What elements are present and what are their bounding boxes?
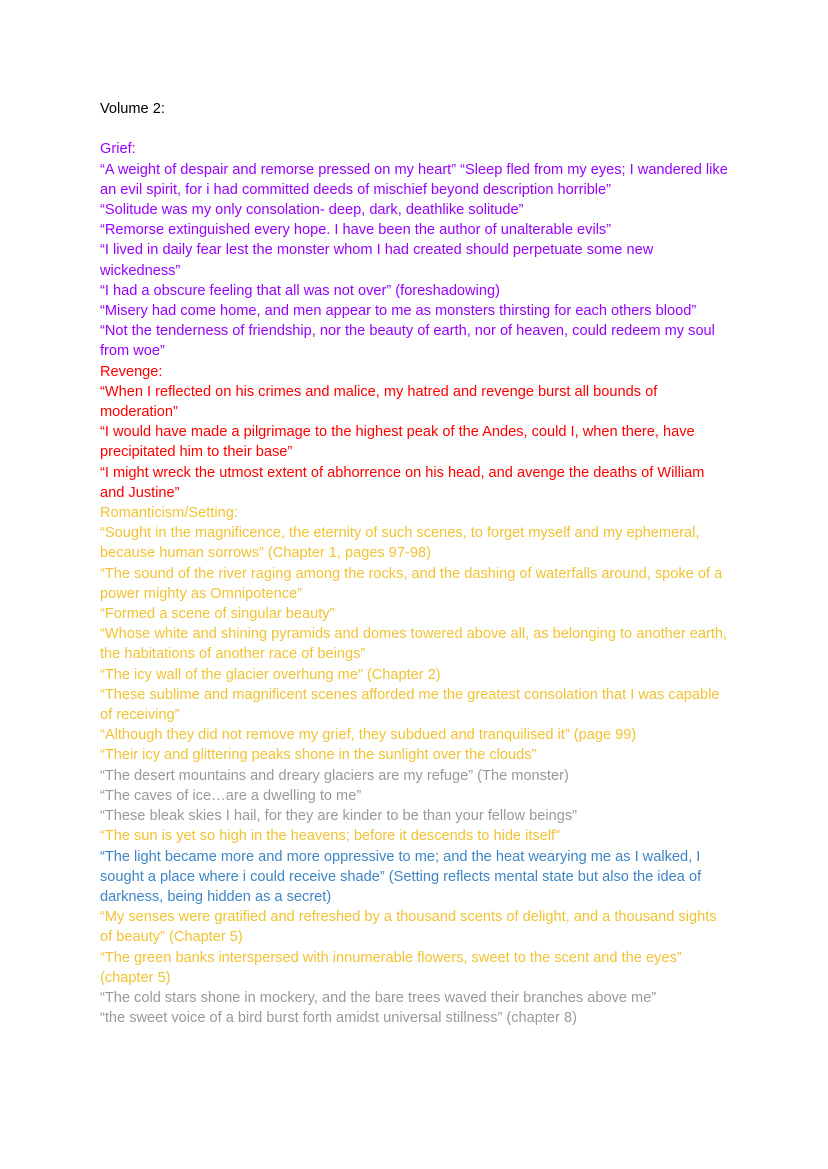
quote-line: “Whose white and shining pyramids and domes towered above all, as belonging to another earth, the habitations of another race of beings” <box>100 626 728 663</box>
document-body <box>100 99 730 1028</box>
quote-line: “These bleak skies I hail, for they are kinder to be than your fellow beings” <box>100 808 577 825</box>
quote-line: “Misery had come home, and men appear to me as monsters thirsting for each others blood” <box>100 303 697 320</box>
quote-line: “Their icy and glittering peaks shone in the sunlight over the clouds” <box>100 747 537 764</box>
quote-line: “Solitude was my only consolation- deep, dark, deathlike solitude” <box>100 202 524 218</box>
quote-line: “These sublime and magnificent scenes afforded me the greatest consolation that I was capable of receiving” <box>100 686 720 724</box>
quote-line: “The desert mountains and dreary glaciers are my refuge” (The monster) <box>100 767 569 784</box>
quote-line: “Although they did not remove my grief, they subdued and tranquilised it” (page 99) <box>100 727 637 744</box>
section-heading: Revenge: <box>100 363 163 380</box>
quote-line: “The light became more and more oppressive to me; and the heat wearying me as I walked, I sought a place where i could receive shade” (Setting reflects mental state but also the idea of darkness, being hidden as a secret) <box>100 848 702 905</box>
quote-line: “The cold stars shone in mockery, and the bare trees waved their branches above me” <box>100 989 657 1006</box>
volume-heading: Volume 2: <box>100 101 165 117</box>
section-heading: Romanticism/Setting: <box>100 505 238 522</box>
quote-line: “Formed a scene of singular beauty” <box>100 606 335 623</box>
quote-line: “the sweet voice of a bird burst forth amidst universal stillness” (chapter 8) <box>100 1010 577 1027</box>
quote-line: “The icy wall of the glacier overhung me” (Chapter 2) <box>100 666 441 683</box>
quote-line: “I would have made a pilgrimage to the highest peak of the Andes, could I, when there, have precipitated him to their base” <box>100 424 695 461</box>
quote-line: “The green banks interspersed with innumerable flowers, sweet to the scent and the eyes” (chapter 5) <box>100 949 682 986</box>
quote-line: “The sun is yet so high in the heavens; before it descends to hide itself” <box>100 828 560 845</box>
quote-line: “Sought in the magnificence, the eternity of such scenes, to forget myself and my ephemeral, because human sorrows” (Chapter 1, pages 97-98) <box>100 525 700 562</box>
quote-line: “Not the tenderness of friendship, nor the beauty of earth, nor of heaven, could redeem my soul from woe” <box>100 323 715 360</box>
section-heading: Grief: <box>100 141 136 158</box>
quote-line: “I had a obscure feeling that all was not over” (foreshadowing) <box>100 282 500 299</box>
quote-list <box>100 139 730 1028</box>
quote-line: “The sound of the river raging among the rocks, and the dashing of waterfalls around, spoke of a power mighty as Omnipotence” <box>100 565 723 602</box>
quote-line: “I lived in daily fear lest the monster whom I had created should perpetuate some new wickedness” <box>100 242 654 279</box>
quote-line: “A weight of despair and remorse pressed on my heart” “Sleep fled from my eyes; I wandered like an evil spirit, for i had committed deeds of mischief beyond description horrible” <box>100 161 728 198</box>
quote-line: “When I reflected on his crimes and malice, my hatred and revenge burst all bounds of moderation” <box>100 383 658 421</box>
quote-line: “I might wreck the utmost extent of abhorrence on his head, and avenge the deaths of William and Justine” <box>100 464 705 501</box>
quote-line: “Remorse extinguished every hope. I have been the author of unalterable evils” <box>100 222 612 239</box>
quote-line: “The caves of ice…are a dwelling to me” <box>100 787 362 804</box>
quote-line: “My senses were gratified and refreshed by a thousand scents of delight, and a thousand sights of beauty” (Chapter 5) <box>100 909 717 946</box>
